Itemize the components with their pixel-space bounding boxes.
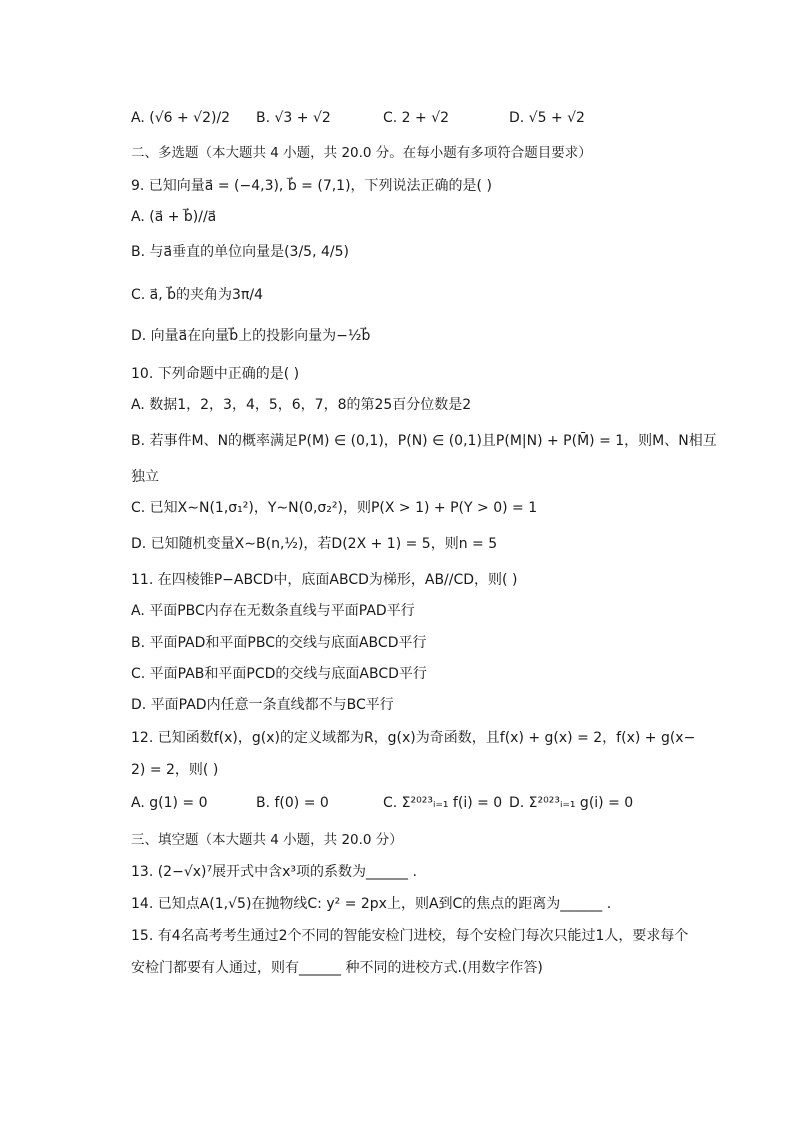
q12-option-a: A. g(1) = 0 — [131, 795, 208, 811]
q9-option-d: D. 向量a⃗在向量b⃗上的投影向量为−½b⃗ — [131, 328, 371, 344]
q15-stem-cont: 安检门都要有人通过，则有______ 种不同的进校方式.(用数字作答) — [131, 960, 543, 976]
q11-stem: 11. 在四棱锥P−ABCD中，底面ABCD为梯形，AB//CD，则( ) — [131, 572, 518, 588]
q12-option-b: B. f(0) = 0 — [256, 795, 329, 811]
q9-stem: 9. 已知向量a⃗ = (−4,3), b⃗ = (7,1)，下列说法正确的是( ) — [131, 178, 492, 194]
q11-option-c: C. 平面PAB和平面PCD的交线与底面ABCD平行 — [131, 666, 427, 682]
q12-option-d: D. Σ²⁰²³ᵢ₌₁ g(i) = 0 — [509, 795, 634, 811]
q13-stem: 13. (2−√x)⁷展开式中含x³项的系数为______ . — [131, 864, 417, 880]
q8-option-c: C. 2 + √2 — [383, 110, 450, 126]
q9-option-b: B. 与a⃗垂直的单位向量是(3/5, 4/5) — [131, 244, 349, 260]
q10-option-c: C. 已知X∼N(1,σ₁²)，Y∼N(0,σ₂²)，则P(X > 1) + P(Y > 0) = 1 — [131, 500, 538, 516]
q9-option-a: A. (a⃗ + b⃗)//a⃗ — [131, 209, 217, 225]
q10-option-a: A. 数据1，2，3，4，5，6，7，8的第25百分位数是2 — [131, 397, 472, 413]
q8-option-d: D. √5 + √2 — [509, 110, 585, 126]
section-multi-choice-heading: 二、多选题（本大题共 4 小题，共 20.0 分。在每小题有多项符合题目要求） — [131, 145, 592, 161]
q9-option-c: C. a⃗, b⃗的夹角为3π/4 — [131, 287, 264, 303]
q10-option-b-cont: 独立 — [131, 469, 159, 485]
q10-option-b: B. 若事件M、N的概率满足P(M) ∈ (0,1)，P(N) ∈ (0,1)且P(M|N) + P(M̄) = 1，则M、N相互 — [131, 433, 717, 449]
q12-stem-cont: 2) = 2，则( ) — [131, 762, 219, 778]
q11-option-a: A. 平面PBC内存在无数条直线与平面PAD平行 — [131, 603, 415, 619]
q11-option-b: B. 平面PAD和平面PBC的交线与底面ABCD平行 — [131, 635, 427, 651]
q10-stem: 10. 下列命题中正确的是( ) — [131, 366, 300, 382]
q12-option-c: C. Σ²⁰²³ᵢ₌₁ f(i) = 0 — [383, 795, 503, 811]
section-fill-blank-heading: 三、填空题（本大题共 4 小题，共 20.0 分） — [131, 832, 403, 848]
q14-stem: 14. 已知点A(1,√5)在抛物线C: y² = 2px上，则A到C的焦点的距离为______ . — [131, 896, 612, 912]
q11-option-d: D. 平面PAD内任意一条直线都不与BC平行 — [131, 697, 394, 713]
q15-stem: 15. 有4名高考考生通过2个不同的智能安检门进校，每个安检门每次只能过1人，要求每个 — [131, 928, 689, 944]
q12-stem: 12. 已知函数f(x)，g(x)的定义域都为R，g(x)为奇函数，且f(x) + g(x) = 2，f(x) + g(x− — [131, 730, 696, 746]
q8-option-a: A. (√6 + √2)/2 — [131, 110, 231, 126]
q8-option-b: B. √3 + √2 — [256, 110, 331, 126]
q10-option-d: D. 已知随机变量X∼B(n,½)，若D(2X + 1) = 5，则n = 5 — [131, 536, 498, 552]
